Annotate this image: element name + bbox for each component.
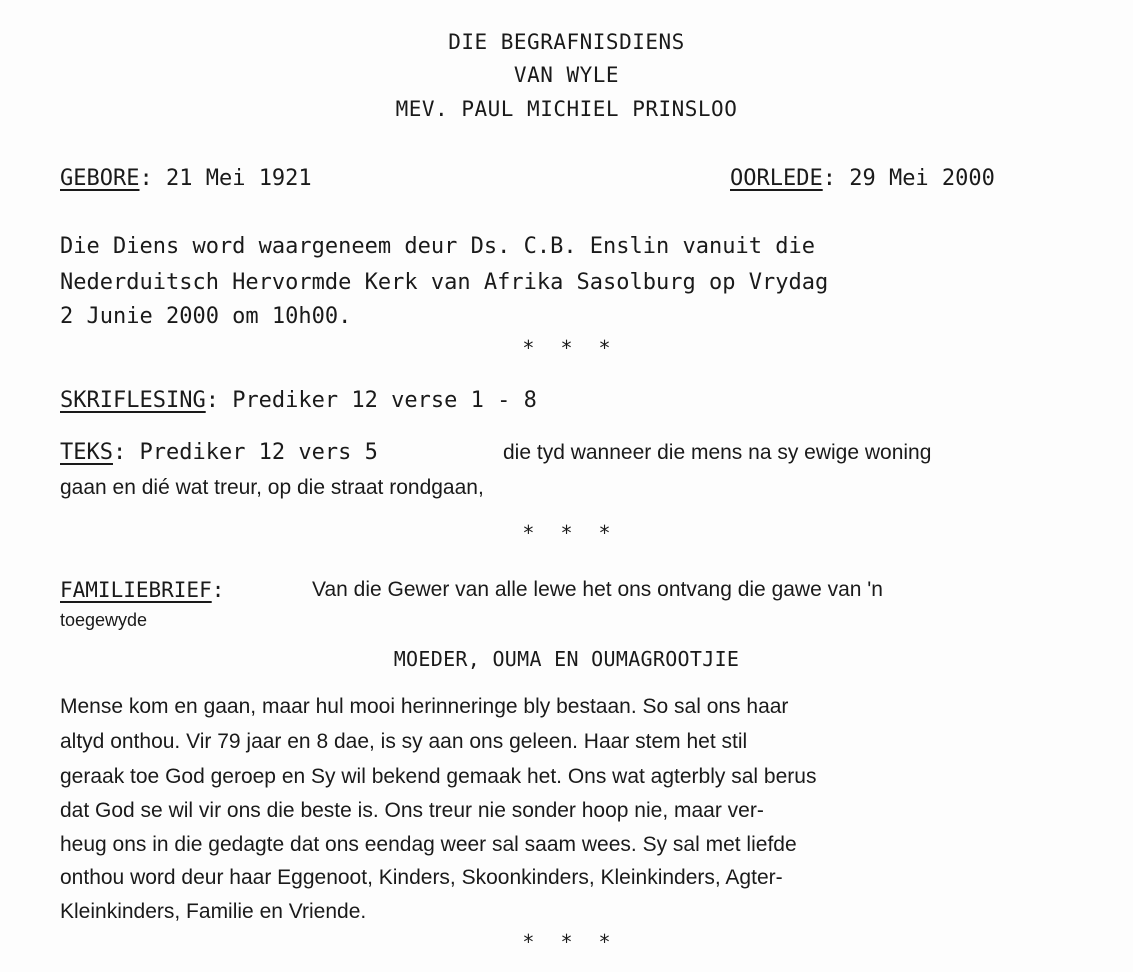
separator-2: * * * (522, 521, 611, 545)
family-letter-label: FAMILIEBRIEF (60, 578, 212, 602)
family-letter-heading: MOEDER, OUMA EN OUMAGROOTJIE (393, 647, 740, 671)
family-letter-body-line-4: dat God se wil vir ons die beste is. Ons treur nie sonder hoop nie, maar ver- (60, 799, 764, 822)
reading-value: : Prediker 12 verse 1 - 8 (205, 388, 537, 413)
family-letter-body-line-3: geraak toe God geroep en Sy wil bekend gemaak het. Ons wat agterbly sal berus (60, 765, 817, 788)
family-letter-body-line-7: Kleinkinders, Familie en Vriende. (60, 900, 367, 923)
text-line-2: gaan en dié wat treur, op die straat rondgaan, (60, 476, 484, 499)
death-date (730, 166, 995, 191)
text-value-hand: die tyd wanneer die mens na sy ewige woning (503, 441, 932, 464)
title-line-2: VAN WYLE (513, 63, 620, 87)
text-value-typed: : Prediker 12 vers 5 (112, 440, 378, 465)
separator-1: * * * (522, 336, 611, 360)
reading-label: SKRIFLESING (60, 388, 206, 413)
service-line-2: Nederduitsch Hervormde Kerk van Afrika Sasolburg op Vrydag (60, 270, 829, 295)
family-letter-intro-2: toegewyde (60, 610, 148, 630)
family-letter-body-line-2: altyd onthou. Vir 79 jaar en 8 dae, is sy aan ons geleen. Haar stem het stil (60, 730, 748, 753)
separator-3: * * * (522, 930, 611, 954)
family-letter-colon: : (211, 578, 225, 602)
family-letter-intro: Van die Gewer van alle lewe het ons ontvang die gawe van 'n (312, 578, 883, 601)
title-line-1: DIE BEGRAFNISDIENS (448, 30, 685, 54)
sermon-text (60, 440, 378, 465)
family-letter-label-line (60, 578, 224, 602)
service-line-3: 2 Junie 2000 om 10h00. (60, 304, 352, 329)
died-value: : 29 Mei 2000 (822, 166, 995, 191)
scripture-reading (60, 388, 537, 413)
born-label: GEBORE (60, 166, 140, 191)
text-label: TEKS (60, 440, 113, 465)
born-value: : 21 Mei 1921 (139, 166, 312, 191)
title-line-3: MEV. PAUL MICHIEL PRINSLOO (395, 97, 738, 121)
family-letter-body-line-5: heug ons in die gedagte dat ons eendag weer sal saam wees. Sy sal met liefde (60, 833, 797, 856)
died-label: OORLEDE (730, 166, 823, 191)
family-letter-body-line-1: Mense kom en gaan, maar hul mooi herinneringe bly bestaan. So sal ons haar (60, 695, 789, 718)
born-date (60, 166, 312, 191)
family-letter-body-line-6: onthou word deur haar Eggenoot, Kinders, Skoonkinders, Kleinkinders, Agter- (60, 866, 783, 889)
service-line-1: Die Diens word waargeneem deur Ds. C.B. Enslin vanuit die (60, 234, 815, 259)
